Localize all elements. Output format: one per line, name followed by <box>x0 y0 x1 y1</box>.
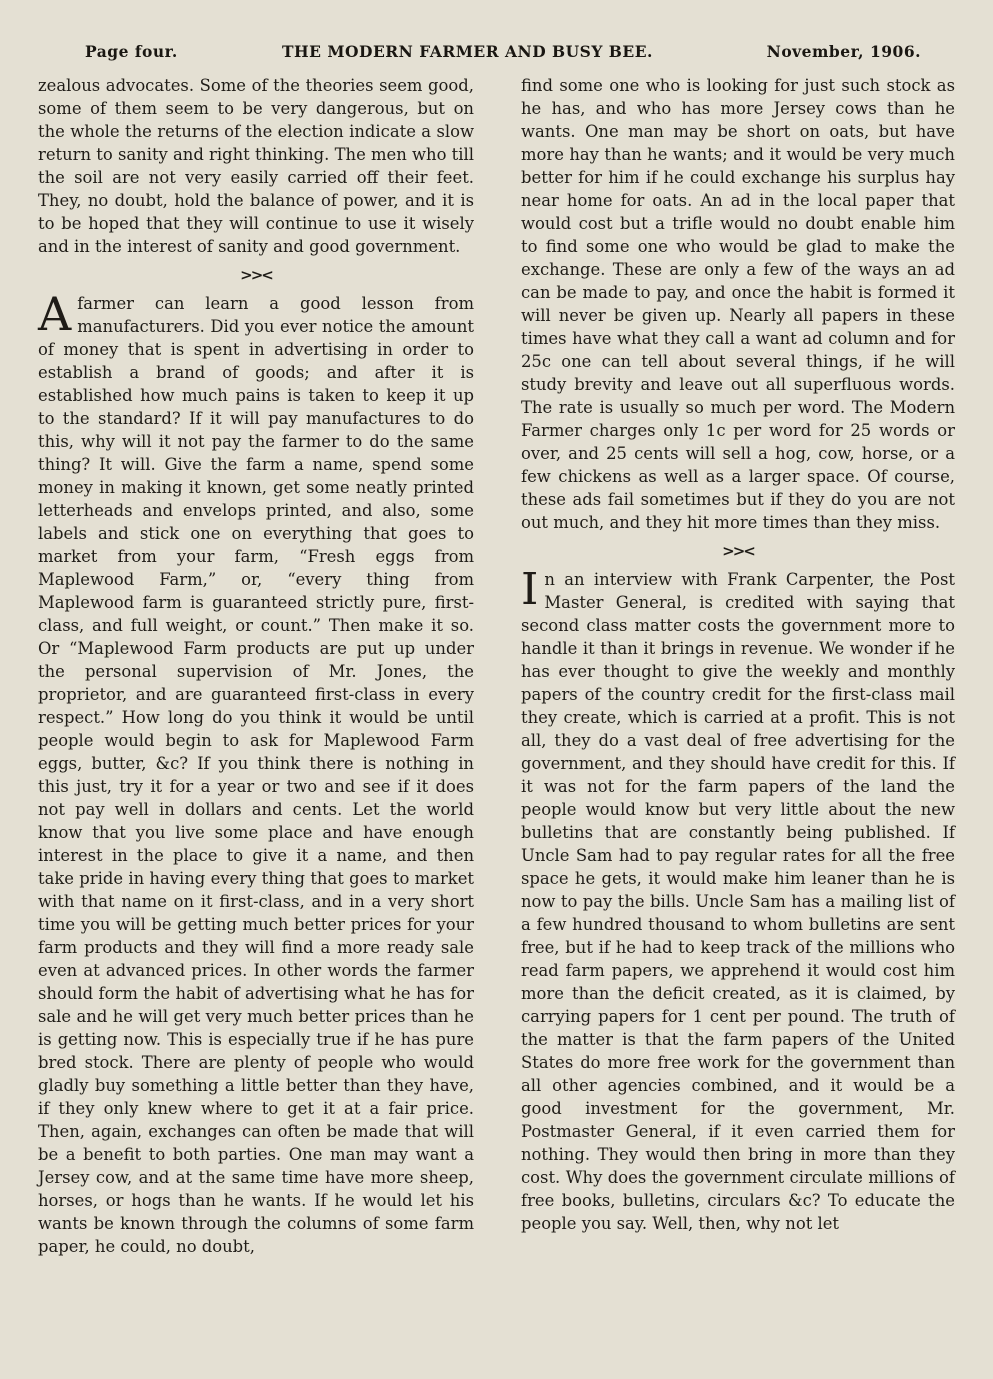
drop-cap: A <box>38 287 72 341</box>
article-paragraph <box>521 564 955 1235</box>
article-paragraph: zealous advocates. Some of the theories seem good, some of them seem to be very dangerous, but on the whole the returns of the election indicate a slow return to sanity and right thinking. The men who till the soil are not very easily carried off their feet. They, no doubt, hold the balance of power, and it is to be hoped that they will continue to use it wisely and in the interest of sanity and good government. <box>38 76 474 256</box>
article-text: farmer can learn a good lesson from manufacturers. Did you ever notice the amount of money that is spent in advertising in order to establish a brand of goods; and after it is established how much pains is taken to keep it up to the standard? If it will pay manufactures to do this, why will it not pay the farmer to do the same thing? It will. Give the farm a name, spend some money in making it known, get some neatly printed letterheads and envelops printed, and also, some labels and stick one on everything that goes to market from your farm, “Fresh eggs from Maplewood Farm,” or, “every thing from Maplewood farm is guaranteed strictly pure, first-class, and full weight, or count.” Then make it so. Or “Maplewood Farm products are put up under the personal supervision of Mr. Jones, the proprietor, and are guaranteed first-class in every respect.” How long do you think it would be until people would begin to ask for Maplewood Farm eggs, butter, &c? If you think there is nothing in this just, try it for a year or two and see if it does not pay well in dollars and cents. Let the world know that you live some place and have enough interest in the place to give it a name, and then take pride in having every thing that goes to market with that name on it first-class, and in a very short time you will be getting much better prices for your farm products and they will find a more ready sale even at advanced prices. In other words the farmer should form the habit of advertising what he has for sale and he will get very much better prices than he is getting now. This is especially true if he has pure bred stock. There are plenty of people who would gladly buy something a little better than they have, if they only knew where to get it at a fair price. Then, again, exchanges can often be made that will be a benefit to both parties. One man may want a Jersey cow, and at the same time have more sheep, horses, or hogs than he wants. If he would let his wants be known through the columns of some farm paper, he could, no doubt, <box>38 294 474 1256</box>
article-paragraph <box>38 287 474 1258</box>
right-column <box>521 74 955 1235</box>
section-ornament: >>< <box>722 542 754 560</box>
section-ornament: >>< <box>240 266 272 284</box>
issue-date: November, 1906. <box>766 42 921 61</box>
publication-title: THE MODERN FARMER AND BUSY BEE. <box>282 42 653 61</box>
drop-cap: I <box>521 564 539 615</box>
page-header <box>85 42 921 66</box>
article-text: n an interview with Frank Carpenter, the Post Master General, is credited with saying that second class matter costs the government more to handle it than it brings in revenue. We wonder if he has ever thought to give the weekly and monthly papers of the country credit for the first-class mail they create, which is carried at a profit. This is not all, they do a vast deal of free advertising for the government, and they should have credit for this. If it was not for the farm papers of the land the people would know but very little about the new bulletins that are constantly being published. If Uncle Sam had to pay regular rates for all the free space he gets, it would make him leaner than he is now to pay the bills. Uncle Sam has a mailing list of a few hundred thousand to whom bulletins are sent free, but if he had to keep track of the millions who read farm papers, we apprehend it would cost him more than the deficit created, as it is claimed, by carrying papers for 1 cent per pound. The truth of the matter is that the farm papers of the United States do more free work for the government than all other agencies combined, and it would be a good investment for the government, Mr. Postmaster General, if it even carried them for nothing. They would then bring in more than they cost. Why does the government circulate millions of free books, bulletins, circulars &c? To educate the people you say. Well, then, why not let <box>521 570 955 1233</box>
left-column <box>38 74 474 1258</box>
page-number: Page four. <box>85 42 178 61</box>
article-paragraph: find some one who is looking for just such stock as he has, and who has more Jersey cows than he wants. One man may be short on oats, but have more hay than he wants; and it would be very much better for him if he could exchange his surplus hay near home for oats. An ad in the local paper that would cost but a trifle would no doubt enable him to find some one who would be glad to make the exchange. These are only a few of the ways an ad can be made to pay, and once the habit is formed it will never be given up. Nearly all papers in these times have what they call a want ad column and for 25c one can tell about several things, if he will study brevity and leave out all superfluous words. The rate is usually so much per word. The Modern Farmer charges only 1c per word for 25 words or over, and 25 cents will sell a hog, cow, horse, or a few chickens as well as a larger space. Of course, these ads fail sometimes but if they do you are not out much, and they hit more times than they miss. <box>521 76 955 532</box>
